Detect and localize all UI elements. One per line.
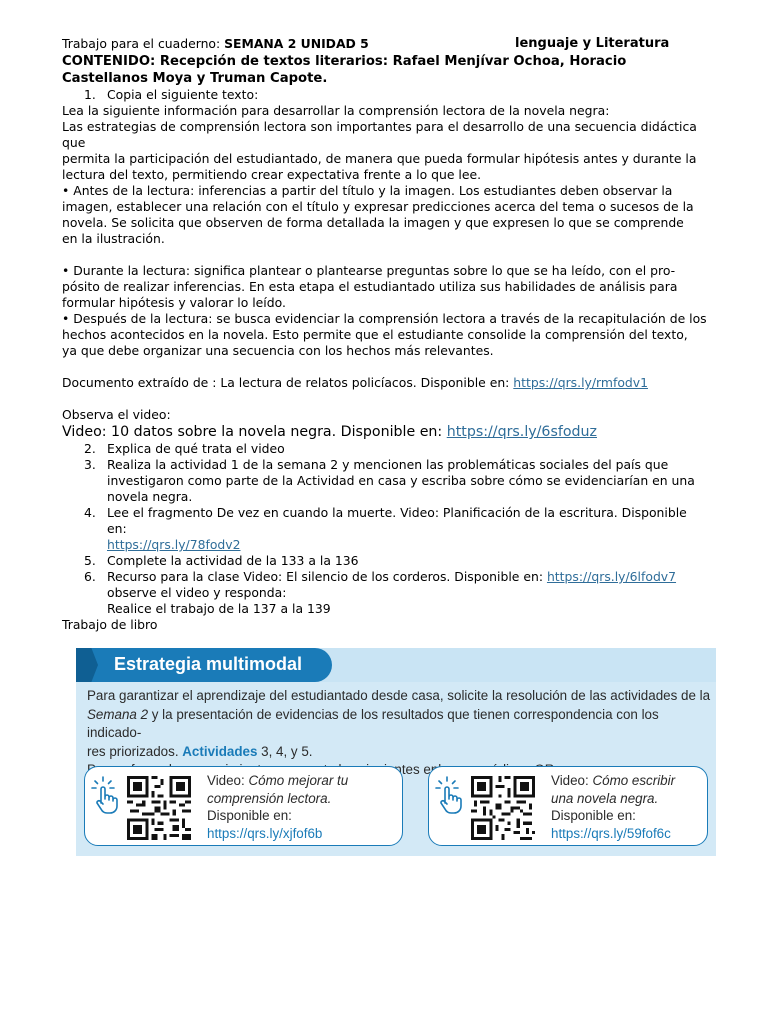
list-text: Recurso para la clase Video: El silencio de los corderos. Disponible en: — [107, 569, 547, 584]
tab-accent — [76, 648, 98, 682]
qr-link[interactable]: https://qrs.ly/xjfof6b — [207, 825, 323, 841]
qr-code-icon — [471, 776, 535, 840]
strategy-title: Estrategia multimodal — [114, 654, 303, 674]
list-number: 4. — [84, 505, 96, 520]
header-line — [62, 36, 722, 53]
list-item — [62, 569, 722, 585]
header-subject: lenguaje y Literatura — [515, 36, 670, 51]
body-line: • Después de la lectura: se busca evidenciar la comprensión lectora a través de la recapitulación de los — [62, 311, 707, 326]
qr-caption-line — [551, 772, 741, 790]
list-item-cont — [62, 473, 722, 489]
item4-link[interactable]: https://qrs.ly/78fodv2 — [107, 537, 241, 552]
strategy-p1-c-text: res priorizados. — [87, 743, 183, 759]
spacer — [62, 247, 722, 263]
list-item-cont — [62, 601, 722, 617]
numbered-list-2 — [62, 441, 722, 617]
numbered-list-1 — [62, 87, 722, 103]
qr-caption-2 — [551, 772, 741, 842]
body-line: • Durante la lectura: significa plantear o plantearse preguntas sobre lo que se ha leído, con el pro- — [62, 263, 676, 278]
qr-available: Disponible en: — [551, 808, 636, 823]
qr-card-1[interactable] — [84, 766, 403, 846]
list-number: 6. — [84, 569, 96, 584]
list-number: 3. — [84, 457, 96, 472]
body-line: pósito de realizar inferencias. En esta etapa el estudiantado utiliza sus habilidades de análisis para — [62, 279, 678, 294]
list-text: Lee el fragmento De vez en cuando la muerte. Video: Planificación de la escritura. Disponible — [107, 505, 687, 520]
content-line-1: CONTENIDO: Recepción de textos literarios: Rafael Menjívar Ochoa, Horacio — [62, 54, 627, 69]
body-line: novela. Se solicita que observen de forma detallada la imagen y que expresen lo que se comprende — [62, 215, 684, 230]
tap-hand-icon — [435, 775, 467, 815]
strategy-week: Semana 2 — [87, 706, 149, 722]
qr-caption-1 — [207, 772, 397, 842]
strategy-p1-c-rest: 3, 4, y 5. — [257, 743, 313, 759]
spacer — [62, 391, 722, 407]
list-item-cont — [62, 489, 722, 505]
qr-code-icon — [127, 776, 191, 840]
source-text: Documento extraído de : La lectura de relatos policíacos. Disponible en: — [62, 375, 514, 390]
list-text: en: — [107, 521, 127, 536]
video-link[interactable]: https://qrs.ly/6sfoduz — [446, 424, 597, 440]
qr-video-title: una novela negra. — [551, 790, 659, 806]
body-line: • Antes de la lectura: inferencias a partir del título y la imagen. Los estudiantes deben observar la — [62, 183, 673, 198]
qr-video-title: Cómo mejorar tu — [248, 773, 349, 788]
qr-caption-line — [207, 790, 397, 808]
qr-caption-line — [551, 790, 741, 808]
list-number: 5. — [84, 553, 96, 568]
qr-link[interactable]: https://qrs.ly/59fof6c — [551, 825, 671, 841]
header-prefix: Trabajo para el cuaderno: — [62, 36, 225, 51]
body-line: Las estrategias de comprensión lectora son importantes para el desarrollo de una secuencia didáctica — [62, 119, 697, 134]
list-text: Copia el siguiente texto: — [107, 87, 259, 102]
source-link[interactable]: https://qrs.ly/rmfodv1 — [513, 375, 648, 390]
observe-line: Observa el video: — [62, 407, 171, 422]
list-item-cont — [62, 537, 722, 553]
spacer — [62, 359, 722, 375]
list-item — [62, 505, 722, 521]
list-text: Explica de qué trata el video — [107, 441, 285, 456]
qr-card-2[interactable] — [428, 766, 708, 846]
video-text: Video: 10 datos sobre la novela negra. Disponible en: — [62, 424, 447, 440]
qr-video-title: comprensión lectora. — [207, 790, 332, 806]
qr-caption-line — [207, 772, 397, 790]
qr-video-label: Video: — [551, 773, 593, 788]
body-line: lectura del texto, permitiendo crear expectativa frente a lo que lee. — [62, 167, 482, 182]
list-text: novela negra. — [107, 489, 193, 504]
list-number: 1. — [84, 87, 96, 102]
body-line: Lea la siguiente información para desarrollar la comprensión lectora de la novela negra: — [62, 103, 610, 118]
list-item-cont — [62, 585, 722, 601]
body-line: imagen, establecer una relación con el título y expresar predicciones acerca del tema o sucesos de la — [62, 199, 694, 214]
strategy-p1-b — [87, 706, 712, 743]
body-line: que — [62, 135, 86, 150]
qr-video-label: Video: — [207, 773, 249, 788]
item6-link[interactable]: https://qrs.ly/6lfodv7 — [546, 569, 677, 584]
strategy-p1-a: Para garantizar el aprendizaje del estudiantado desde casa, solicite la resolución de las actividades de la — [87, 688, 711, 703]
body-line: ya que debe organizar una secuencia con los hechos más relevantes. — [62, 343, 494, 358]
qr-available: Disponible en: — [207, 808, 292, 823]
qr-video-title: Cómo escribir — [592, 773, 676, 788]
body-line: hechos acontecidos en la novela. Esto permite que el estudiante consolide la comprensión del texto, — [62, 327, 688, 342]
video-line — [62, 423, 722, 441]
list-item-cont — [62, 521, 722, 537]
tap-hand-icon — [91, 775, 123, 815]
content-line-2: Castellanos Moya y Truman Capote. — [62, 71, 328, 86]
document-page — [62, 36, 722, 633]
body-line: formular hipótesis y valorar lo leído. — [62, 295, 286, 310]
list-text: observe el video y responda: — [107, 585, 287, 600]
list-text: Realiza la actividad 1 de la semana 2 y mencionen las problemáticas sociales del país que — [107, 457, 669, 472]
source-line — [62, 375, 722, 391]
list-item — [62, 441, 722, 457]
list-item — [62, 87, 722, 103]
libro-line: Trabajo de libro — [62, 617, 158, 632]
list-text: investigaron como parte de la Actividad en casa y escriba sobre cómo se evidenciarían en una — [107, 473, 695, 488]
header-week: SEMANA 2 UNIDAD 5 — [224, 36, 369, 51]
list-text: Complete la actividad de la 133 a la 136 — [107, 553, 359, 568]
body-line: en la ilustración. — [62, 231, 165, 246]
list-item — [62, 553, 722, 569]
strategy-activities: Actividades — [182, 743, 258, 759]
strategy-p1-c — [87, 743, 712, 762]
list-number: 2. — [84, 441, 96, 456]
list-item — [62, 457, 722, 473]
list-text: Realice el trabajo de la 137 a la 139 — [107, 601, 331, 616]
strategy-p1-b-rest: y la presentación de evidencias de los resultados que tienen correspondencia con los indicado- — [87, 706, 659, 740]
body-line: permita la participación del estudiantado, de manera que pueda formular hipótesis antes y durante la — [62, 151, 697, 166]
